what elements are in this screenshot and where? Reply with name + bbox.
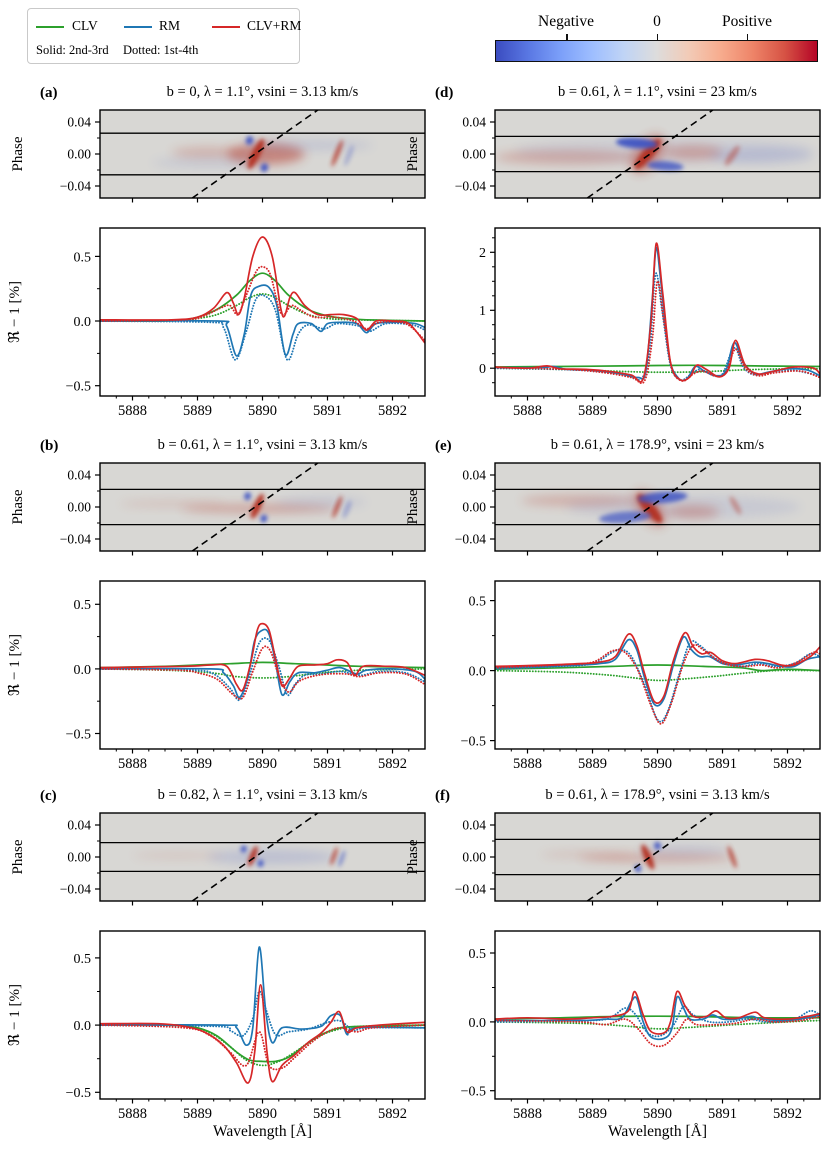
phase-tick-label: 0.00 [462, 849, 486, 865]
series-rm-dotted [100, 295, 425, 360]
wavelength-tick-label: 5890 [643, 756, 672, 772]
panel-label: (e) [435, 438, 452, 454]
wavelength-axis-label: Wavelength [Å] [607, 1123, 708, 1140]
series-clv-rm-solid [495, 243, 820, 382]
wavelength-tick-label: 5892 [773, 1106, 802, 1122]
colorbar-label-positive: Positive [722, 13, 772, 30]
phase-map-svg [454, 110, 820, 198]
spectrum-plot [65, 931, 425, 1127]
phase-tick-label: 0.00 [462, 146, 486, 162]
phase-map [59, 110, 425, 198]
wavelength-tick-label: 5890 [643, 403, 672, 419]
series-clv-solid [100, 273, 425, 321]
phase-tick-label: −0.04 [454, 881, 486, 897]
series-rm-dotted [495, 641, 820, 722]
phase-tick-label: −0.04 [59, 531, 91, 547]
panel-d [395, 84, 825, 446]
series-clv-rm-dotted [100, 646, 425, 699]
series-rm-solid [495, 247, 820, 380]
panel-title: b = 0.61, λ = 1.1°, vsini = 23 km/s [558, 84, 757, 100]
wavelength-tick-label: 5890 [248, 1106, 277, 1122]
spectrum-series [100, 237, 425, 360]
panel-e [395, 437, 825, 799]
panel-title: b = 0, λ = 1.1°, vsini = 3.13 km/s [166, 84, 359, 100]
spectrum-svg [65, 931, 425, 1127]
series-clv-dotted [495, 670, 820, 680]
clv-rm-line-sample [212, 26, 240, 28]
phase-tick-label: −0.04 [59, 178, 91, 194]
flux-tick-label: 0.0 [73, 314, 91, 330]
panel-label: (f) [435, 788, 450, 804]
spectrum-series [100, 624, 425, 701]
colorbar-label-zero: 0 [653, 13, 661, 30]
plot-frame [100, 931, 425, 1099]
wavelength-tick-label: 5891 [313, 403, 342, 419]
series-clv-dotted [100, 294, 425, 321]
legend-box [27, 8, 300, 64]
colorbar-label-negative: Negative [538, 13, 594, 30]
panel-label: (d) [435, 85, 454, 101]
wavelength-tick-label: 5891 [708, 756, 737, 772]
wavelength-tick-label: 5889 [183, 403, 212, 419]
flux-tick-label: −0.5 [65, 379, 91, 395]
wavelength-tick-label: 5888 [118, 756, 147, 772]
spectrum-plot [460, 931, 820, 1127]
wavelength-tick-label: 5892 [378, 756, 407, 772]
phase-map [454, 813, 820, 901]
phase-tick-label: 0.04 [67, 114, 91, 130]
phase-map-svg [59, 813, 425, 901]
flux-tick-label: 0.0 [468, 664, 486, 680]
spectrum-svg [460, 931, 820, 1127]
flux-tick-label: 0 [479, 362, 486, 378]
series-clv-rm-dotted [495, 1016, 820, 1046]
wavelength-tick-label: 5889 [183, 1106, 212, 1122]
phase-map-svg [59, 463, 425, 551]
wavelength-tick-label: 5892 [773, 403, 802, 419]
flux-tick-label: 0.5 [468, 594, 486, 610]
wavelength-tick-label: 5891 [708, 403, 737, 419]
flux-tick-label: 2 [479, 246, 486, 262]
clv-line-sample [36, 26, 64, 28]
spectrum-plot [65, 228, 425, 424]
spectrum-svg [479, 228, 820, 424]
series-clv-rm-solid [495, 991, 820, 1034]
phase-axis-label: Phase [405, 489, 421, 525]
flux-tick-label: 0.5 [73, 598, 91, 614]
spectrum-svg [460, 581, 820, 777]
wavelength-tick-label: 5889 [183, 756, 212, 772]
panel-label: (a) [40, 85, 58, 101]
wavelength-tick-label: 5889 [578, 1106, 607, 1122]
phase-tick-label: 0.00 [67, 849, 91, 865]
phase-axis-label: Phase [405, 136, 421, 172]
phase-axis-label: Phase [10, 489, 26, 525]
series-clv-rm-solid [100, 237, 425, 343]
phase-tick-label: 0.04 [462, 817, 486, 833]
panel-b [0, 437, 430, 799]
wavelength-tick-label: 5891 [708, 1106, 737, 1122]
flux-tick-label: 0.5 [73, 250, 91, 266]
legend-label-rm: RM [159, 18, 181, 33]
wavelength-tick-label: 5889 [578, 756, 607, 772]
wavelength-tick-label: 5888 [513, 1106, 542, 1122]
phase-map [454, 110, 820, 198]
wavelength-tick-label: 5892 [378, 403, 407, 419]
legend-label-clv-rm: CLV+RM [247, 18, 302, 33]
phase-tick-label: 0.04 [67, 467, 91, 483]
wavelength-tick-label: 5889 [578, 403, 607, 419]
panel-c [0, 787, 430, 1149]
panel-label: (b) [40, 438, 59, 454]
spectrum-plot [460, 581, 820, 777]
series-rm-dotted [495, 273, 820, 380]
wavelength-axis-label: Wavelength [Å] [212, 1123, 313, 1140]
series-clv-rm-dotted [100, 267, 425, 341]
wavelength-tick-label: 5890 [248, 756, 277, 772]
wavelength-tick-label: 5892 [378, 1106, 407, 1122]
panel-a [0, 84, 430, 446]
phase-map [454, 463, 820, 551]
wavelength-tick-label: 5888 [513, 756, 542, 772]
flux-tick-label: 1 [479, 304, 486, 320]
series-clv-rm-dotted [495, 645, 820, 724]
flux-tick-label: −0.5 [460, 734, 486, 750]
flux-tick-label: 0.5 [73, 951, 91, 967]
flux-tick-label: −0.5 [65, 1086, 91, 1102]
panel-f [395, 787, 825, 1149]
flux-tick-label: 0.0 [73, 662, 91, 678]
wavelength-tick-label: 5888 [118, 1106, 147, 1122]
legend-label-clv: CLV [72, 18, 98, 33]
spectrum-series [495, 633, 820, 724]
wavelength-tick-label: 5890 [248, 403, 277, 419]
wavelength-tick-label: 5891 [313, 756, 342, 772]
phase-tick-label: 0.04 [67, 817, 91, 833]
wavelength-tick-label: 5890 [643, 1106, 672, 1122]
plot-frame [100, 228, 425, 396]
series-clv-dotted [100, 1025, 425, 1065]
flux-tick-label: −0.5 [460, 1084, 486, 1100]
flux-tick-label: 0.0 [468, 1015, 486, 1031]
phase-tick-label: −0.04 [59, 881, 91, 897]
series-clv-solid [100, 1025, 425, 1062]
colorbar-gradient [495, 40, 818, 62]
phase-tick-label: 0.04 [462, 114, 486, 130]
panel-title: b = 0.82, λ = 1.1°, vsini = 3.13 km/s [157, 787, 368, 803]
phase-axis-label: Phase [10, 136, 26, 172]
flux-tick-label: 0.5 [468, 946, 486, 962]
spectrum-svg [65, 228, 425, 424]
phase-map-svg [454, 463, 820, 551]
spectrum-plot [479, 228, 820, 424]
phase-axis-label: Phase [405, 839, 421, 875]
phase-tick-label: −0.04 [454, 178, 486, 194]
flux-axis-label: ℜ − 1 [%] [7, 984, 23, 1046]
wavelength-tick-label: 5891 [313, 1106, 342, 1122]
spectrum-series [495, 991, 820, 1046]
series-clv-rm-solid [100, 985, 425, 1083]
panel-title: b = 0.61, λ = 1.1°, vsini = 3.13 km/s [157, 437, 368, 453]
wavelength-tick-label: 5892 [773, 756, 802, 772]
phase-tick-label: 0.00 [462, 499, 486, 515]
phase-map [59, 813, 425, 901]
spectrum-series [495, 243, 820, 383]
phase-axis-label: Phase [10, 839, 26, 875]
panel-label: (c) [40, 788, 57, 804]
spectrum-series [100, 947, 425, 1083]
phase-tick-label: −0.04 [454, 531, 486, 547]
spectrum-svg [65, 581, 425, 777]
phase-map [59, 463, 425, 551]
rm-line-sample [124, 26, 152, 28]
flux-tick-label: −0.5 [65, 727, 91, 743]
plot-frame [495, 931, 820, 1099]
phase-tick-label: 0.04 [462, 467, 486, 483]
panel-title: b = 0.61, λ = 178.9°, vsini = 3.13 km/s [545, 787, 770, 803]
flux-axis-label: ℜ − 1 [%] [7, 634, 23, 696]
wavelength-tick-label: 5888 [118, 403, 147, 419]
phase-map-svg [59, 110, 425, 198]
phase-tick-label: 0.00 [67, 146, 91, 162]
flux-axis-label: ℜ − 1 [%] [7, 281, 23, 343]
spectrum-plot [65, 581, 425, 777]
series-clv-rm-dotted [100, 1025, 425, 1069]
panel-title: b = 0.61, λ = 178.9°, vsini = 23 km/s [550, 437, 765, 453]
legend-solid-note: Solid: 2nd-3rd [36, 43, 109, 57]
series-clv-rm-solid [100, 624, 425, 691]
phase-map-svg [454, 813, 820, 901]
flux-tick-label: 0.0 [73, 1019, 91, 1034]
wavelength-tick-label: 5888 [513, 403, 542, 419]
phase-tick-label: 0.00 [67, 499, 91, 515]
legend-dotted-note: Dotted: 1st-4th [123, 43, 199, 57]
